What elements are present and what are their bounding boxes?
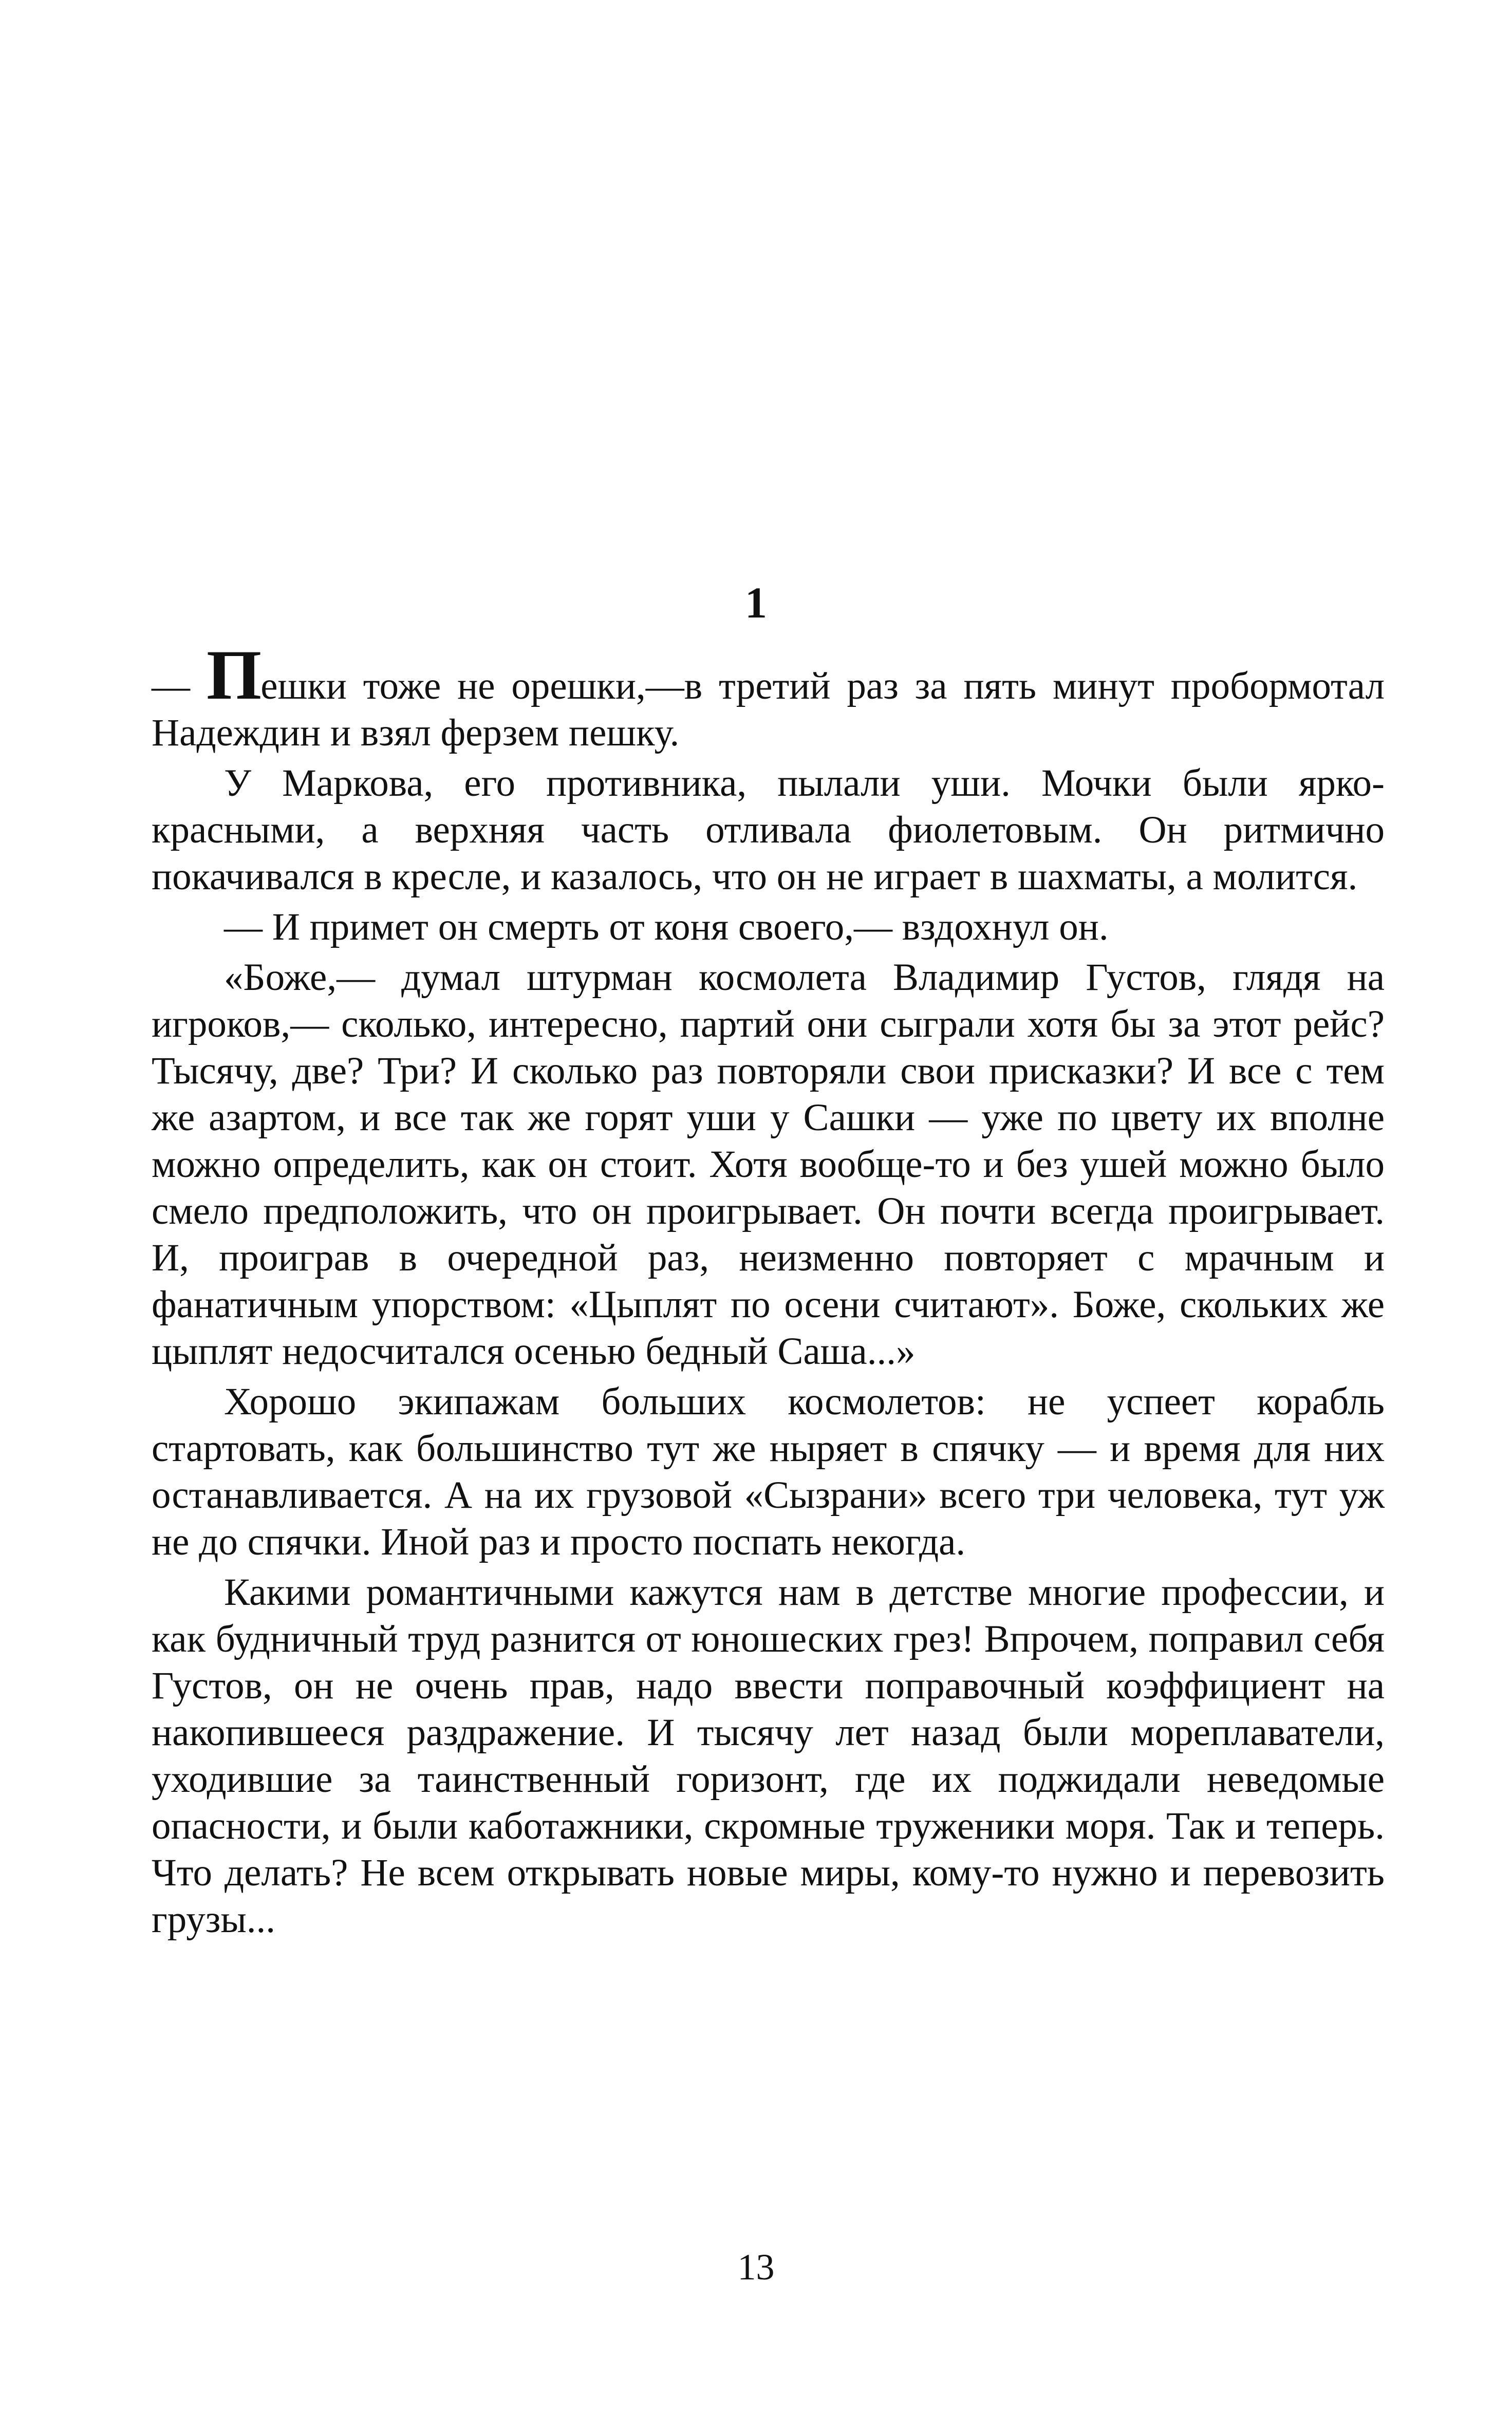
paragraph-2: У Маркова, его противника, пылали уши. Мочки были ярко-красными, а верхняя часть отливала фиолетовым. Он ритмично покачивался в кресле, и казалось, что он не играет в шахматы, а молится. xyxy=(152,762,1385,898)
opening-dash: — xyxy=(152,665,207,707)
body-text xyxy=(152,635,1385,1943)
paragraph-1-text: ешки тоже не орешки,—в третий раз за пять минут пробормотал Надеждин и взял ферзем пешку. xyxy=(152,665,1385,754)
paragraph-1 xyxy=(152,635,1385,756)
paragraph-4: «Боже,— думал штурман космолета Владимир Густов, глядя на игроков,— сколько, интересно, партий они сыграли хотя бы за этот рейс? Тысячу, две? Три? И сколько раз повторяли свои присказки? И все с тем же азартом, и все так же горят уши у Сашки — уже по цвету их вполне можно определить, как он стоит. Хотя вообще-то и без ушей можно было смело предположить, что он проигрывает. Он почти всегда проигрывает. И, проиграв в очередной раз, неизменно повторяет с мрачным и фанатичным упорством: «Цыплят по осени считают». Боже, скольких же цыплят недосчитался осенью бедный Саша...» xyxy=(152,956,1385,1373)
paragraph-6: Какими романтичными кажутся нам в детстве многие профессии, и как будничный труд разнится от юношеских грез! Впрочем, поправил себя Густов, он не очень прав, надо ввести поправочный коэффициент на накопившееся раздражение. И тысячу лет назад были мореплаватели, уходившие за таинственный горизонт, где их поджидали неведомые опасности, и были каботажники, скромные труженики моря. Так и теперь. Что делать? Не всем открывать новые миры, кому-то нужно и перевозить грузы... xyxy=(152,1571,1385,1941)
paragraph-5: Хорошо экипажам больших космолетов: не успеет корабль стартовать, как большинство тут же ныряет в спячку — и время для них останавливается. А на их грузовой «Сызрани» всего три человека, тут уж не до спячки. Иной раз и просто поспать некогда. xyxy=(152,1380,1385,1563)
page-number: 13 xyxy=(737,2247,775,2288)
chapter-number: 1 xyxy=(745,578,767,627)
paragraph-3: — И примет он смерть от коня своего,— вздохнул он. xyxy=(224,906,1109,948)
drop-cap: П xyxy=(206,635,261,714)
